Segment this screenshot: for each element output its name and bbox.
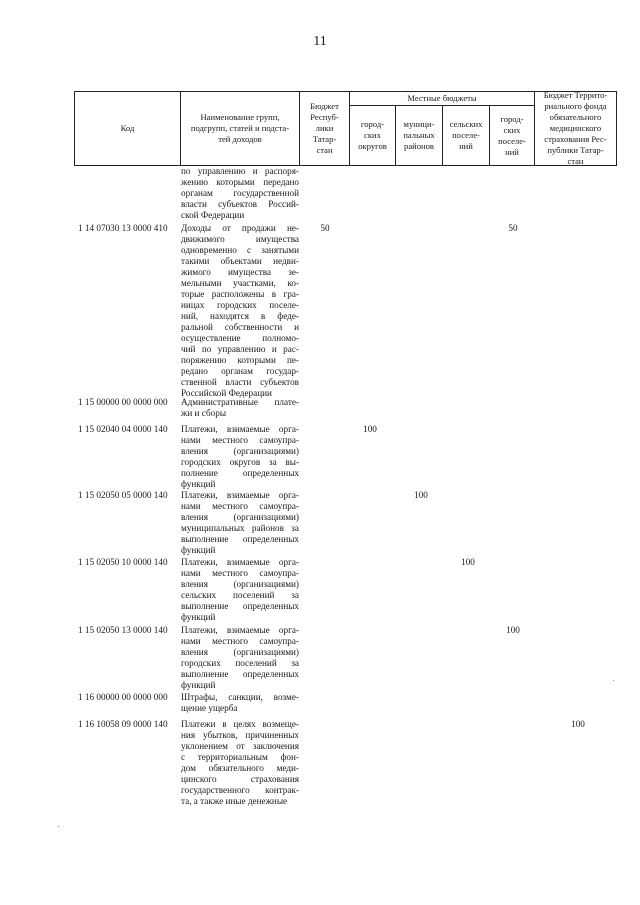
header-line: поселе-: [452, 130, 480, 140]
header-name: [180, 91, 300, 166]
description-line: та, а также иные денежные: [181, 796, 288, 806]
description-line: полнение определенных: [181, 468, 299, 478]
header-line: сельских: [449, 119, 483, 129]
description-line: власти субъектов Россий-: [181, 199, 299, 209]
header-line: ских: [364, 130, 381, 140]
description-line: вления (организациями): [181, 579, 299, 589]
row-code: 1 15 02040 04 0000 140: [78, 424, 168, 434]
header-line: Респуб-: [310, 112, 339, 122]
header-municipal-districts: [395, 105, 443, 166]
header-line: ских: [503, 124, 521, 135]
header-line: ний: [459, 141, 473, 151]
header-line: муници-: [403, 119, 435, 129]
description-line: Платежи, взимаемые орга-: [181, 557, 299, 567]
header-line: город-: [500, 113, 524, 124]
description-line: Штрафы, санкции, возме-: [181, 692, 299, 702]
description-line: с территориальным фон-: [181, 752, 299, 762]
description-line: движимого имущества: [181, 234, 299, 244]
description-line: выполнение определенных: [181, 601, 299, 611]
description-line: государственного контрак-: [181, 785, 299, 795]
header-line: тей доходов: [218, 134, 262, 144]
header-tfoms: [534, 91, 617, 166]
description-line: жимого имущества зе-: [181, 267, 299, 277]
header-line: поселе-: [498, 135, 526, 146]
value-municipal-districts: 100: [414, 490, 428, 500]
description-line: органам государственной: [181, 188, 299, 198]
header-line: город-: [360, 119, 385, 129]
description-line: Административные плате-: [181, 397, 299, 407]
description-line: городских поселений за: [181, 658, 299, 668]
header-line: округов: [358, 141, 387, 151]
header-line: лики: [315, 123, 334, 133]
description-line: нами местного самоупра-: [181, 636, 299, 646]
row-code: 1 15 00000 00 0000 000: [78, 397, 168, 407]
value-urban-districts: 100: [363, 424, 377, 434]
header-municipal-districts-lines: [403, 119, 434, 152]
description-line: сельских поселений за: [181, 590, 299, 600]
header-line: пальных: [403, 130, 435, 140]
header-line: Татар-: [312, 134, 337, 144]
description-line: торые расположены в гра-: [181, 289, 299, 299]
header-code-label: Код: [120, 123, 135, 133]
row-code: 1 14 07030 13 0000 410: [78, 223, 168, 233]
description-line: городских округов за вы-: [181, 457, 299, 467]
row-code: 1 15 02050 13 0000 140: [78, 625, 168, 635]
header-local-budgets: [349, 91, 535, 106]
description-line: ний, находятся в феде-: [181, 311, 299, 321]
description-line: Доходы от продажи не-: [181, 223, 299, 233]
description-line: ницах городских поселе-: [181, 300, 299, 310]
header-line: риального фонда: [544, 101, 607, 111]
description-line: цинского страхования: [181, 774, 299, 784]
value-rural-settlements: 100: [461, 557, 475, 567]
row-description: [181, 424, 299, 490]
description-line: щение ущерба: [181, 703, 238, 713]
row-description: [181, 719, 299, 807]
description-line: выполнение определенных: [181, 534, 299, 544]
description-line: уклонением от заключения: [181, 741, 299, 751]
description-line: муниципальных районов за: [181, 523, 299, 533]
description-line: нами местного самоупра-: [181, 568, 299, 578]
header-code: [74, 91, 181, 166]
description-line: редано органам государ-: [181, 366, 299, 376]
description-line: жению которыми передано: [181, 177, 299, 187]
row-code: 1 15 02050 05 0000 140: [78, 490, 168, 500]
description-line: ральной собственности и: [181, 322, 299, 332]
row-description: [181, 625, 299, 691]
header-name-lines: [191, 112, 289, 145]
description-line: Платежи в целях возмеще-: [181, 719, 299, 729]
description-line: выполнение определенных: [181, 669, 299, 679]
row-code: 1 16 10058 09 0000 140: [78, 719, 168, 729]
row-description: [181, 557, 299, 623]
header-tfoms-lines: [544, 90, 608, 167]
description-line: дом обязательного меди-: [181, 763, 299, 773]
description-line: такими объектами недви-: [181, 256, 299, 266]
page-number: 11: [313, 34, 327, 49]
header-local-budgets-label: Местные бюджеты: [407, 93, 477, 103]
header-line: районов: [404, 141, 434, 151]
value-rt: 50: [320, 223, 330, 233]
header-line: стан: [316, 145, 333, 155]
description-line: по управлению и распоря-: [181, 166, 299, 176]
header-line: Бюджет Террито-: [543, 90, 608, 100]
header-urban-settlements: [489, 105, 535, 166]
description-line: функций: [181, 612, 216, 622]
value-urban-settlements: 50: [508, 223, 518, 233]
description-line: ния убытков, причиненных: [181, 730, 299, 740]
description-line: мельными участками, ко-: [181, 278, 299, 288]
description-line: нами местного самоупра-: [181, 435, 299, 445]
header-budget-rt-lines: [310, 101, 339, 156]
header-line: Наименование групп,: [200, 112, 280, 122]
header-line: страхования Рес-: [544, 134, 607, 144]
value-tfoms: 100: [571, 719, 585, 729]
row-code: 1 16 00000 00 0000 000: [78, 692, 168, 702]
description-line: одновременно с занятыми: [181, 245, 299, 255]
header-line: ний: [505, 146, 519, 157]
header-line: стан: [567, 156, 584, 166]
row-description: [181, 223, 299, 399]
row-description: [181, 490, 299, 556]
header-line: обязательного: [549, 112, 602, 122]
description-line: ской Федерации: [181, 210, 245, 220]
description-line: функций: [181, 479, 216, 489]
header-urban-districts-lines: [358, 119, 387, 152]
row-description: [181, 692, 299, 714]
description-line: функций: [181, 680, 216, 690]
header-rural-settlements-lines: [450, 119, 483, 152]
row-code: 1 15 02050 10 0000 140: [78, 557, 168, 567]
description-line: чий по управлению и рас-: [181, 344, 299, 354]
description-line: нами местного самоупра-: [181, 501, 299, 511]
header-budget-rt: [299, 91, 350, 166]
header-line: подгрупп, статей и подста-: [190, 123, 290, 133]
header-line: Бюджет: [310, 101, 339, 111]
description-line: жи и сборы: [181, 408, 227, 418]
header-line: публики Татар-: [547, 145, 604, 155]
value-urban-settlements: 100: [506, 625, 520, 635]
description-line: поряжению которыми пе-: [181, 355, 299, 365]
row-description: [181, 166, 299, 221]
description-line: Российской Федерации: [181, 388, 272, 398]
description-line: Платежи, взимаемые орга-: [181, 490, 299, 500]
description-line: вления (организациями): [181, 647, 299, 657]
description-line: ственной власти субъектов: [181, 377, 299, 387]
header-urban-districts: [349, 105, 396, 166]
header-urban-settlements-lines: [498, 114, 526, 158]
description-line: Платежи, взимаемые орга-: [181, 424, 299, 434]
description-line: вления (организациями): [181, 512, 299, 522]
description-line: Платежи, взимаемые орга-: [181, 625, 299, 635]
description-line: вления (организациями): [181, 446, 299, 456]
description-line: функций: [181, 545, 216, 555]
header-rural-settlements: [442, 105, 490, 166]
description-line: осуществление полномо-: [181, 333, 299, 343]
scan-speck: [613, 680, 614, 681]
header-line: медицинского: [549, 123, 602, 133]
scan-speck: [58, 826, 59, 827]
row-description: [181, 397, 299, 419]
